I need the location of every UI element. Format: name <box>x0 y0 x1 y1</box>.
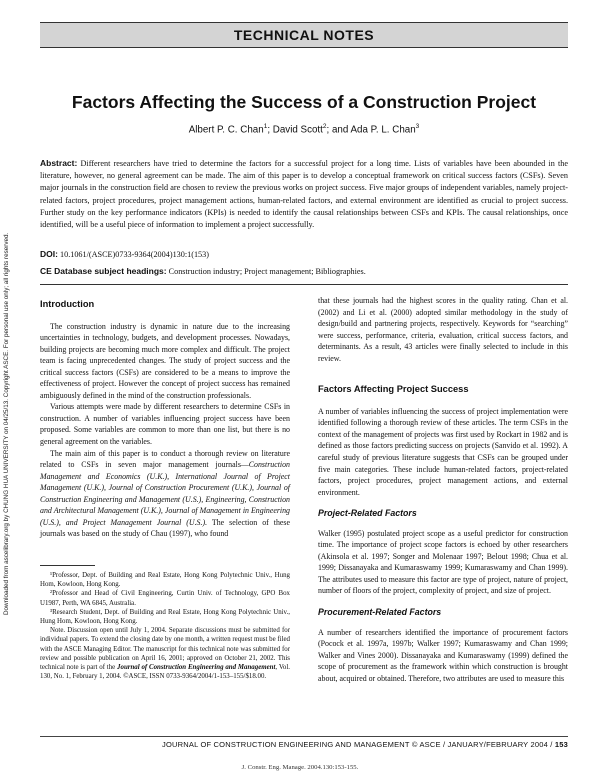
procurement-factors-heading: Procurement-Related Factors <box>318 607 442 618</box>
footer-divider <box>40 736 568 737</box>
citation-line: J. Constr. Eng. Manage. 2004.130:153-155. <box>241 764 359 771</box>
intro-paragraph-3-lead: The main aim of this paper is to conduct a thorough review on literature related to CSFs in seven major management journals— <box>40 448 290 470</box>
page-number: 153 <box>554 740 568 749</box>
journal-name: Journal of Construction Engineering and Management <box>117 664 276 672</box>
paper-title: Factors Affecting the Success of a Construction Project <box>71 92 537 112</box>
right-column <box>318 295 568 684</box>
author-separator: ; and <box>326 124 351 136</box>
continued-paragraph: that these journals had the highest scores in the quality rating. Chan et al. (2002) and Li et al. (2000) adopted similar methodology in the study of design/build and partnering projects, respectively. Keywords for “searching” were success, performance, criteria, evaluation, critical success factors, and determinants. As a result, 43 articles were finally selected to include in this review. <box>318 296 568 363</box>
intro-paragraph-1: The construction industry is dynamic in nature due to the increasing uncertainties in technology, budgets, and development processes. Nowadays, building projects are becoming much more complex and difficult. The project team is facing unprecedented changes. The study of project success and the critical success factors (CSFs) are considered to be a means to improve the effectiveness of project. However the concept of project success has remained ambiguously defined in the mind of the construction professionals. <box>40 321 290 400</box>
author-separator: ; <box>267 124 273 136</box>
abstract <box>40 157 568 231</box>
intro-paragraph-3-tail: The selection of these journals was based on the study of Chau (1997), who found <box>40 517 290 539</box>
subject-headings <box>40 266 568 276</box>
doi-value: 10.1061/(ASCE)0733-9364(2004)130:1(153) <box>60 250 209 259</box>
subject-headings-value: Construction industry; Project management; Bibliographies. <box>168 267 366 276</box>
footnote-3: ³Research Student, Dept. of Building and Real Estate, Hong Kong Polytechnic Univ., Hung Hom, Kowloon, Hong Kong. <box>40 608 290 626</box>
author-affiliation-mark: 1 <box>263 123 268 130</box>
author-name: Ada P. L. Chan <box>350 124 416 136</box>
author-name: David Scott <box>272 124 323 136</box>
author-list <box>40 123 568 135</box>
journal-footer <box>40 740 568 749</box>
submission-note <box>40 626 290 681</box>
project-factors-paragraph: Walker (1995) postulated project scope as a useful predictor for construction time. The importance of project scope factors is echoed by other researchers (Akinsola et al. 1997; Songer and Molenaar 1997; Belout 1998; Chua et al. 1999; Dissanayaka and Kumaraswamy 1999; Kumaraswamy and Chan 1999). The attributes used to measure this factor are type of project, nature of project, number of floors of the project, complexity of project, and size of project. <box>318 528 568 596</box>
section-header <box>40 22 568 48</box>
subject-headings-label: CE Database subject headings: <box>40 266 167 276</box>
footnote-1: ¹Professor, Dept. of Building and Real Estate, Hong Kong Polytechnic Univ., Hung Hom, Kowloon, Hong Kong. <box>40 572 290 589</box>
project-factors-heading: Project-Related Factors <box>318 508 417 519</box>
footer-journal-line: JOURNAL OF CONSTRUCTION ENGINEERING AND MANAGEMENT © ASCE / JANUARY/FEBRUARY 2004 / <box>162 740 555 749</box>
journal-list: Construction Management and Economics (U.K.), International Journal of Project Management (U.K.), Journal of Construction Procurement (U.K.), Journal of Construction Engineering and Management (U.S.), Engineering, Construction and Architectural Management (U.K.), Journal of Management in Engineering (U.S.), and Project Management Journal (U.S.). <box>40 460 290 527</box>
abstract-label: Abstract: <box>40 158 78 168</box>
author-affiliation-mark: 3 <box>415 123 420 130</box>
factors-heading: Factors Affecting Project Success <box>318 384 469 395</box>
intro-paragraph-2: Various attempts were made by different researchers to determine CSFs in construction. A number of variables influencing project success have been proposed. Some variables are common to more than one list, but there is no general agreement on the variables. <box>40 402 290 447</box>
doi-line <box>40 249 568 259</box>
footnote-divider <box>40 565 95 566</box>
left-column <box>40 299 290 540</box>
abstract-divider <box>40 284 568 285</box>
author-affiliation-mark: 2 <box>322 123 327 130</box>
footnote-2: ²Professor and Head of Civil Engineering, Curtin Univ. of Technology, GPO Box U1987, Perth, WA 6845, Australia. <box>40 590 290 607</box>
factors-paragraph: A number of variables influencing the success of project implementation were identified following a thorough review of these articles. The term CSFs in the context of the management of projects was first used by Rockart in 1982 and is defined as those factors predicting success on projects (Sanvido et al. 1992). A careful study of previous literature suggests that CSFs can be grouped under five main categories. These include human-related factors, project-related factors, project procedures, project management actions, and external environment. <box>318 406 568 497</box>
submission-note-tail: , Vol. 130, No. 1, February 1, 2004. ©ASCE, ISSN 0733-9364/2004/1-153–155/$18.00. <box>40 664 290 681</box>
abstract-text: Different researchers have tried to determine the factors for a successful project for a long time. Lists of variables have been abounded in the literature, however, no general agreement can be made. The aim of this paper is to develop a conceptual framework on critical success factors (CSFs). Seven major journals in the construction field are chosen to review the previous works on project success. Five major groups of independent variables, namely project-related factors, project procedures, project management actions, human-related factors, and external environment are identified as crucial to project success. Further study on the key performance indicators (KPIs) is needed to identify the causal relationships between CSFs and KPIs. The causal relationships, once identified, will be a useful piece of information to implement a project successfully. <box>40 159 568 230</box>
procurement-factors-paragraph: A number of researchers identified the importance of procurement factors (Pocock et al. 1997a, 1997b; Walker 1997; Kumaraswamy and Chan 1999; Walker and Vines 2000). Dissanayaka and Kumaraswamy (1999) defined the scope of procurement as the framework within which construction is brought about, acquired or obtained. Therefore, two attributes are used to measure this <box>318 627 568 683</box>
section-header-label: TECHNICAL NOTES <box>233 27 375 43</box>
intro-paragraph-3 <box>40 448 290 540</box>
introduction-heading: Introduction <box>40 299 95 309</box>
doi-label: DOI: <box>40 249 58 259</box>
download-watermark-text: Downloaded from ascelibrary.org by CHUNG HUA UNIVERSITY on 04/25/13. Copyright ASCE. For personal use only; all rights reserved. <box>3 232 10 615</box>
author-name: Albert P. C. Chan <box>188 124 264 136</box>
download-watermark <box>3 155 15 615</box>
footnotes <box>40 571 290 681</box>
submission-note-lead: Note. Discussion open until July 1, 2004. Separate discussions must be submitted for individual papers. To extend the closing date by one month, a written request must be filed with the ASCE Managing Editor. The manuscript for this technical note was submitted for review and possible publication on April 16, 2001; approved on October 21, 2002. This technical note is part of the <box>40 627 290 672</box>
